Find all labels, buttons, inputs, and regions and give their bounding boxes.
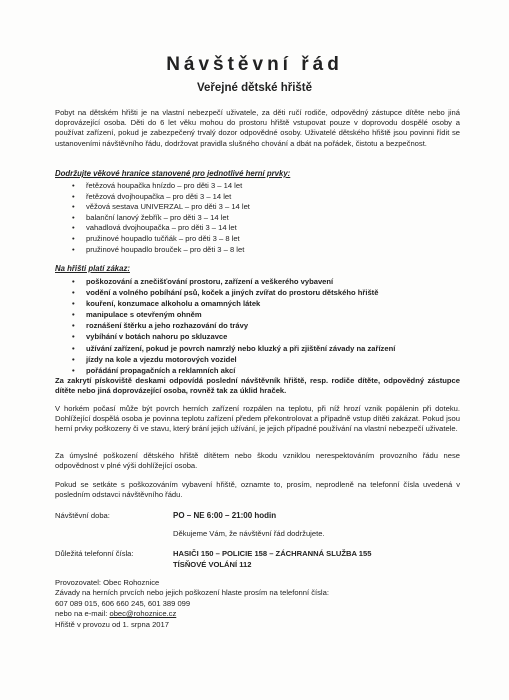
- opening-hours-value: PO – NE 6:00 – 21:00 hodin: [173, 511, 277, 520]
- list-item: • jízdy na kole a vjezdu motorových vozidel: [72, 354, 237, 364]
- age-limits-heading: Dodržujte věkové hranice stanovené pro jednotlivé herní prvky:: [55, 169, 291, 178]
- emergency-phones-label: Důležitá telefonní čísla:: [55, 549, 134, 558]
- intro-paragraph: Pobyt na dětském hřišti je na vlastní nebezpečí uživatele, za děti ručí rodiče, odpovědný zástupce dítěte nebo jiná doprovázející osoba. Děti do 6 let věku mohou do prostoru hřiště vstupovat pouze v doprovodu dospělé osoby a používat zařízení, pokud je zabezpečený trvalý dozor odpovědné osoby. Uživatelé dětského hřiště jsou povinni řídit se ustanoveními návštěvního řádu, dodržovat pravidla slušného chování a dbát na pořádek, čistotu a bezpečnost.: [55, 108, 460, 148]
- emergency-phones-row: [55, 549, 460, 573]
- operator-line: Provozovatel: Obec Rohoznice: [55, 578, 160, 587]
- hot-weather-paragraph: V horkém počasí může být povrch herních zařízení rozpálen na teplotu, při níž hrozí vznik popálenin při doteku. Dohlížející dospělá osoba je povinna teplotu zařízení předem překontrolovat a případně vstup dítěti zakázat. Pokud jsou herní prvky poškozeny či ve stavu, který brání jejich užívání, je jejich případné používání na vlastní nebezpečí uživatele.: [55, 404, 460, 434]
- operating-since: Hřiště v provozu od 1. srpna 2017: [55, 619, 169, 629]
- page-subtitle: Veřejné dětské hřiště: [196, 82, 313, 94]
- prohibitions-heading: Na hřišti platí zákaz:: [55, 264, 130, 273]
- damage-paragraph: Za úmyslné poškození dětského hřiště dítětem nebo škodu vzniklou nerespektováním provozního řádu nese odpovědnost v plné výši dohlížející osoba.: [55, 451, 460, 471]
- email-line: nebo na e-mail: obec@rohoznice.cz: [55, 609, 177, 619]
- list-item: • roznášení štěrku a jeho rozhazování do trávy: [72, 321, 249, 331]
- list-item: • pořádání propagačních a reklamních akcí: [72, 365, 236, 375]
- list-item: • pružinové houpadlo brouček – pro děti 3 – 8 let: [72, 244, 245, 254]
- list-item: • řetězová houpačka hnízdo – pro děti 3 – 14 let: [72, 181, 243, 190]
- sandbox-paragraph: Za zakrytí pískoviště deskami odpovídá poslední návštěvník hřiště, resp. rodiče dítěte, odpovědný zástupce dítěte nebo jiná doprovázející osoba, rovněž tak za úklid hraček.: [55, 376, 460, 396]
- operator-block: [55, 578, 460, 630]
- report-instructions: Závady na herních prvcích nebo jejich poškození hlaste prosím na telefonní čísla:: [55, 588, 329, 598]
- age-limits-list: [72, 181, 452, 255]
- list-item: • manipulace s otevřeným ohněm: [72, 310, 202, 320]
- prohibitions-list: [72, 276, 452, 376]
- opening-hours-label: Návštěvní doba:: [55, 511, 110, 520]
- list-item: • poškozování a znečišťování prostoru, zařízení a veškerého vybavení: [72, 277, 334, 286]
- report-phones: 607 089 015, 606 660 245, 601 389 099: [55, 598, 191, 608]
- list-item: • řetězová dvojhoupačka – pro děti 3 – 14 let: [72, 191, 232, 201]
- defect-report-paragraph: Pokud se setkáte s poškozováním vybavení hřiště, oznamte to, prosím, neprodleně na telefonní čísla uvedená v posledním odstavci návštěvního řádu.: [55, 480, 460, 500]
- list-item: • věžová sestava UNIVERZAL – pro děti 3 – 14 let: [72, 202, 250, 212]
- page-title: Návštěvní řád: [166, 54, 343, 75]
- list-item: • užívání zařízení, pokud je povrch namrzlý nebo kluzký a při zjištění závady na zařízení: [72, 343, 396, 353]
- list-item: • vahadlová dvojhoupačka – pro děti 3 – 14 let: [72, 223, 237, 233]
- list-item: • vybíhání v botách nahoru po skluzavce: [72, 332, 228, 342]
- list-item: • kouření, konzumace alkoholu a omamných látek: [72, 299, 261, 309]
- list-item: • vodění a volného pobíhání psů, koček a jiných zvířat do prostoru dětského hřiště: [72, 288, 379, 298]
- opening-hours-row: [55, 511, 460, 523]
- emergency-phones-line: HASIČI 150 – POLICIE 158 – ZÁCHRANNÁ SLUŽBA 155: [173, 549, 372, 558]
- list-item: • balanční lanový žebřík – pro děti 3 – 14 let: [72, 212, 229, 222]
- thanks-text: Děkujeme Vám, že návštěvní řád dodržujete.: [173, 529, 325, 538]
- list-item: • pružinové houpadlo tučňák – pro děti 3 – 8 let: [72, 233, 240, 243]
- email-link[interactable]: obec@rohoznice.cz: [109, 609, 177, 619]
- emergency-phones-line: TÍSŇOVÉ VOLÁNÍ 112: [173, 559, 252, 569]
- emergency-phones-value: [173, 549, 371, 570]
